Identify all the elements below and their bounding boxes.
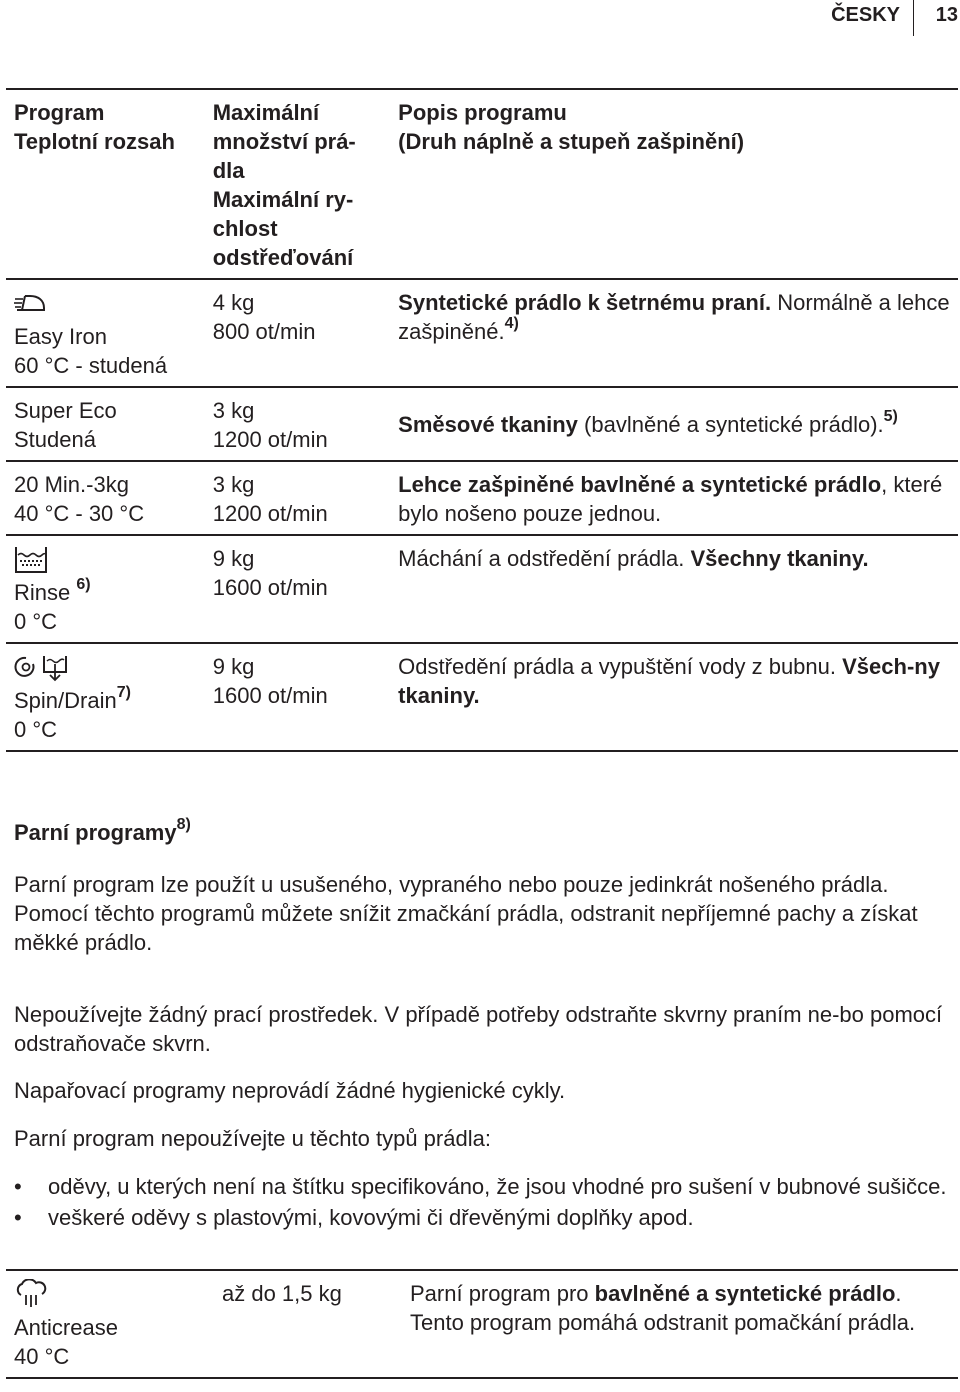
table-row (6, 643, 958, 751)
header-description: Popis programu (Druh náplně a stupeň zašpinění) (398, 100, 745, 154)
description-cell (390, 535, 958, 643)
desc-bold: Všech-ny tkaniny. (398, 654, 940, 708)
table-row (6, 387, 958, 461)
desc-bold: Syntetické prádlo k šetrnému praní. (398, 290, 772, 315)
load-cell (205, 387, 390, 461)
speed-value: 1600 ot/min (212, 575, 328, 600)
footnote-ref: 8) (176, 815, 191, 833)
table-row (6, 535, 958, 643)
load-value: 9 kg (212, 546, 255, 571)
steam-paragraph-2: Nepoužívejte žádný prací prostředek. V případě potřeby odstraňte skvrny praním ne-bo pomocí odstraňovače skvrn. (14, 1002, 943, 1056)
speed-value: 800 ot/min (212, 319, 316, 344)
program-temp: 40 °C - 30 °C (14, 501, 145, 526)
bullet-icon: • (14, 1174, 22, 1199)
list-item: • oděvy, u kterých není na štítku specifikováno, že jsou vhodné pro sušení v bubnové sušičce. (14, 1174, 947, 1199)
program-temp: Studená (14, 427, 96, 452)
load-value: až do 1,5 kg (222, 1281, 342, 1306)
page-header (0, 0, 960, 36)
anticrease-table (6, 1269, 958, 1379)
program-temp: 60 °C - studená (14, 353, 168, 378)
footnote-ref: 7) (116, 683, 131, 701)
program-temp: 40 °C (14, 1344, 70, 1369)
header-load-speed: Maximální množství prá- dla Maximální ry- chlost odstřeďování (212, 100, 356, 270)
load-cell (205, 535, 390, 643)
bullet-icon: • (14, 1205, 22, 1230)
footnote-ref: 5) (883, 407, 898, 425)
header-program: Program Teplotní rozsah (14, 100, 175, 154)
desc-normal: Normálně a lehce zašpiněné. (398, 290, 950, 344)
program-name-line (14, 683, 197, 715)
program-name: Super Eco (14, 398, 117, 423)
steam-icon (14, 1279, 48, 1309)
description-cell (390, 387, 958, 461)
table-header-row (6, 89, 958, 279)
easy-iron-icon (14, 288, 48, 318)
load-value: 3 kg (212, 398, 255, 423)
program-temp: 0 °C (14, 609, 58, 634)
table-row (6, 461, 958, 535)
program-name: Anticrease (14, 1315, 118, 1340)
list-item: • veškeré oděvy s plastovými, kovovými či dřevěnými doplňky apod. (14, 1205, 694, 1230)
program-name: Rinse (14, 580, 71, 605)
program-name: Easy Iron (14, 324, 107, 349)
speed-value: 1600 ot/min (212, 683, 328, 708)
steam-bullet-list (14, 1172, 954, 1234)
table-row (6, 279, 958, 387)
header-divider (913, 0, 914, 36)
steam-heading: Parní programy$^{8)}$ (14, 815, 191, 845)
description-cell: Parní program pro bavlněné a syntetické prádlo. Tento program pomáhá odstranit pomačkání prádla. (410, 1281, 916, 1335)
rinse-icon (14, 544, 48, 574)
load-value: 3 kg (212, 472, 255, 497)
program-cell (6, 643, 205, 751)
page-number: 13 (935, 4, 958, 26)
program-name: 20 Min.-3kg (14, 472, 129, 497)
program-cell (6, 279, 205, 387)
footnote-ref: 4) (504, 314, 519, 332)
desc-bold: Lehce zašpiněné bavlněné a syntetické prádlo (398, 472, 882, 497)
program-cell (6, 387, 205, 461)
load-value: 4 kg (212, 290, 255, 315)
program-table (6, 88, 958, 752)
steam-paragraph-4: Parní program nepoužívejte u těchto typů prádla: (14, 1126, 491, 1151)
speed-value: 1200 ot/min (212, 427, 328, 452)
description-cell (390, 643, 958, 751)
spin-drain-icon (14, 652, 48, 682)
program-temp: 0 °C (14, 717, 58, 742)
desc-normal: (bavlněné a syntetické prádlo). (577, 412, 884, 437)
program-cell (6, 1270, 210, 1378)
description-cell (390, 279, 958, 387)
desc-normal: Odstředění prádla a vypuštění vody z bubnu. (398, 654, 843, 679)
speed-value: 1200 ot/min (212, 501, 328, 526)
load-cell (205, 643, 390, 751)
program-cell (6, 461, 205, 535)
steam-paragraph-1: Parní program lze použít u usušeného, vypraného nebo pouze jedinkrát nošeného prádla. Pomocí těchto programů můžete snížit zmačkání prádla, odstranit nepříjemné pachy a získat měkké prádlo. (14, 872, 918, 955)
program-name-line (14, 575, 197, 607)
description-cell (390, 461, 958, 535)
desc-bold: Všechny tkaniny. (690, 546, 869, 571)
table-row (6, 1270, 958, 1378)
desc-bold: Směsové tkaniny (398, 412, 578, 437)
language-label: ČESKY (831, 4, 900, 26)
steam-paragraph-3: Napařovací programy neprovádí žádné hygienické cykly. (14, 1078, 566, 1103)
load-cell (205, 461, 390, 535)
load-cell (205, 279, 390, 387)
load-value: 9 kg (212, 654, 255, 679)
footnote-ref: 6) (76, 575, 91, 593)
program-cell (6, 535, 205, 643)
desc-normal: Máchání a odstředění prádla. (398, 546, 691, 571)
load-cell (210, 1270, 402, 1378)
desc-normal: , které bylo nošeno pouze jednou. (398, 472, 943, 526)
program-name: Spin/Drain (14, 688, 117, 713)
